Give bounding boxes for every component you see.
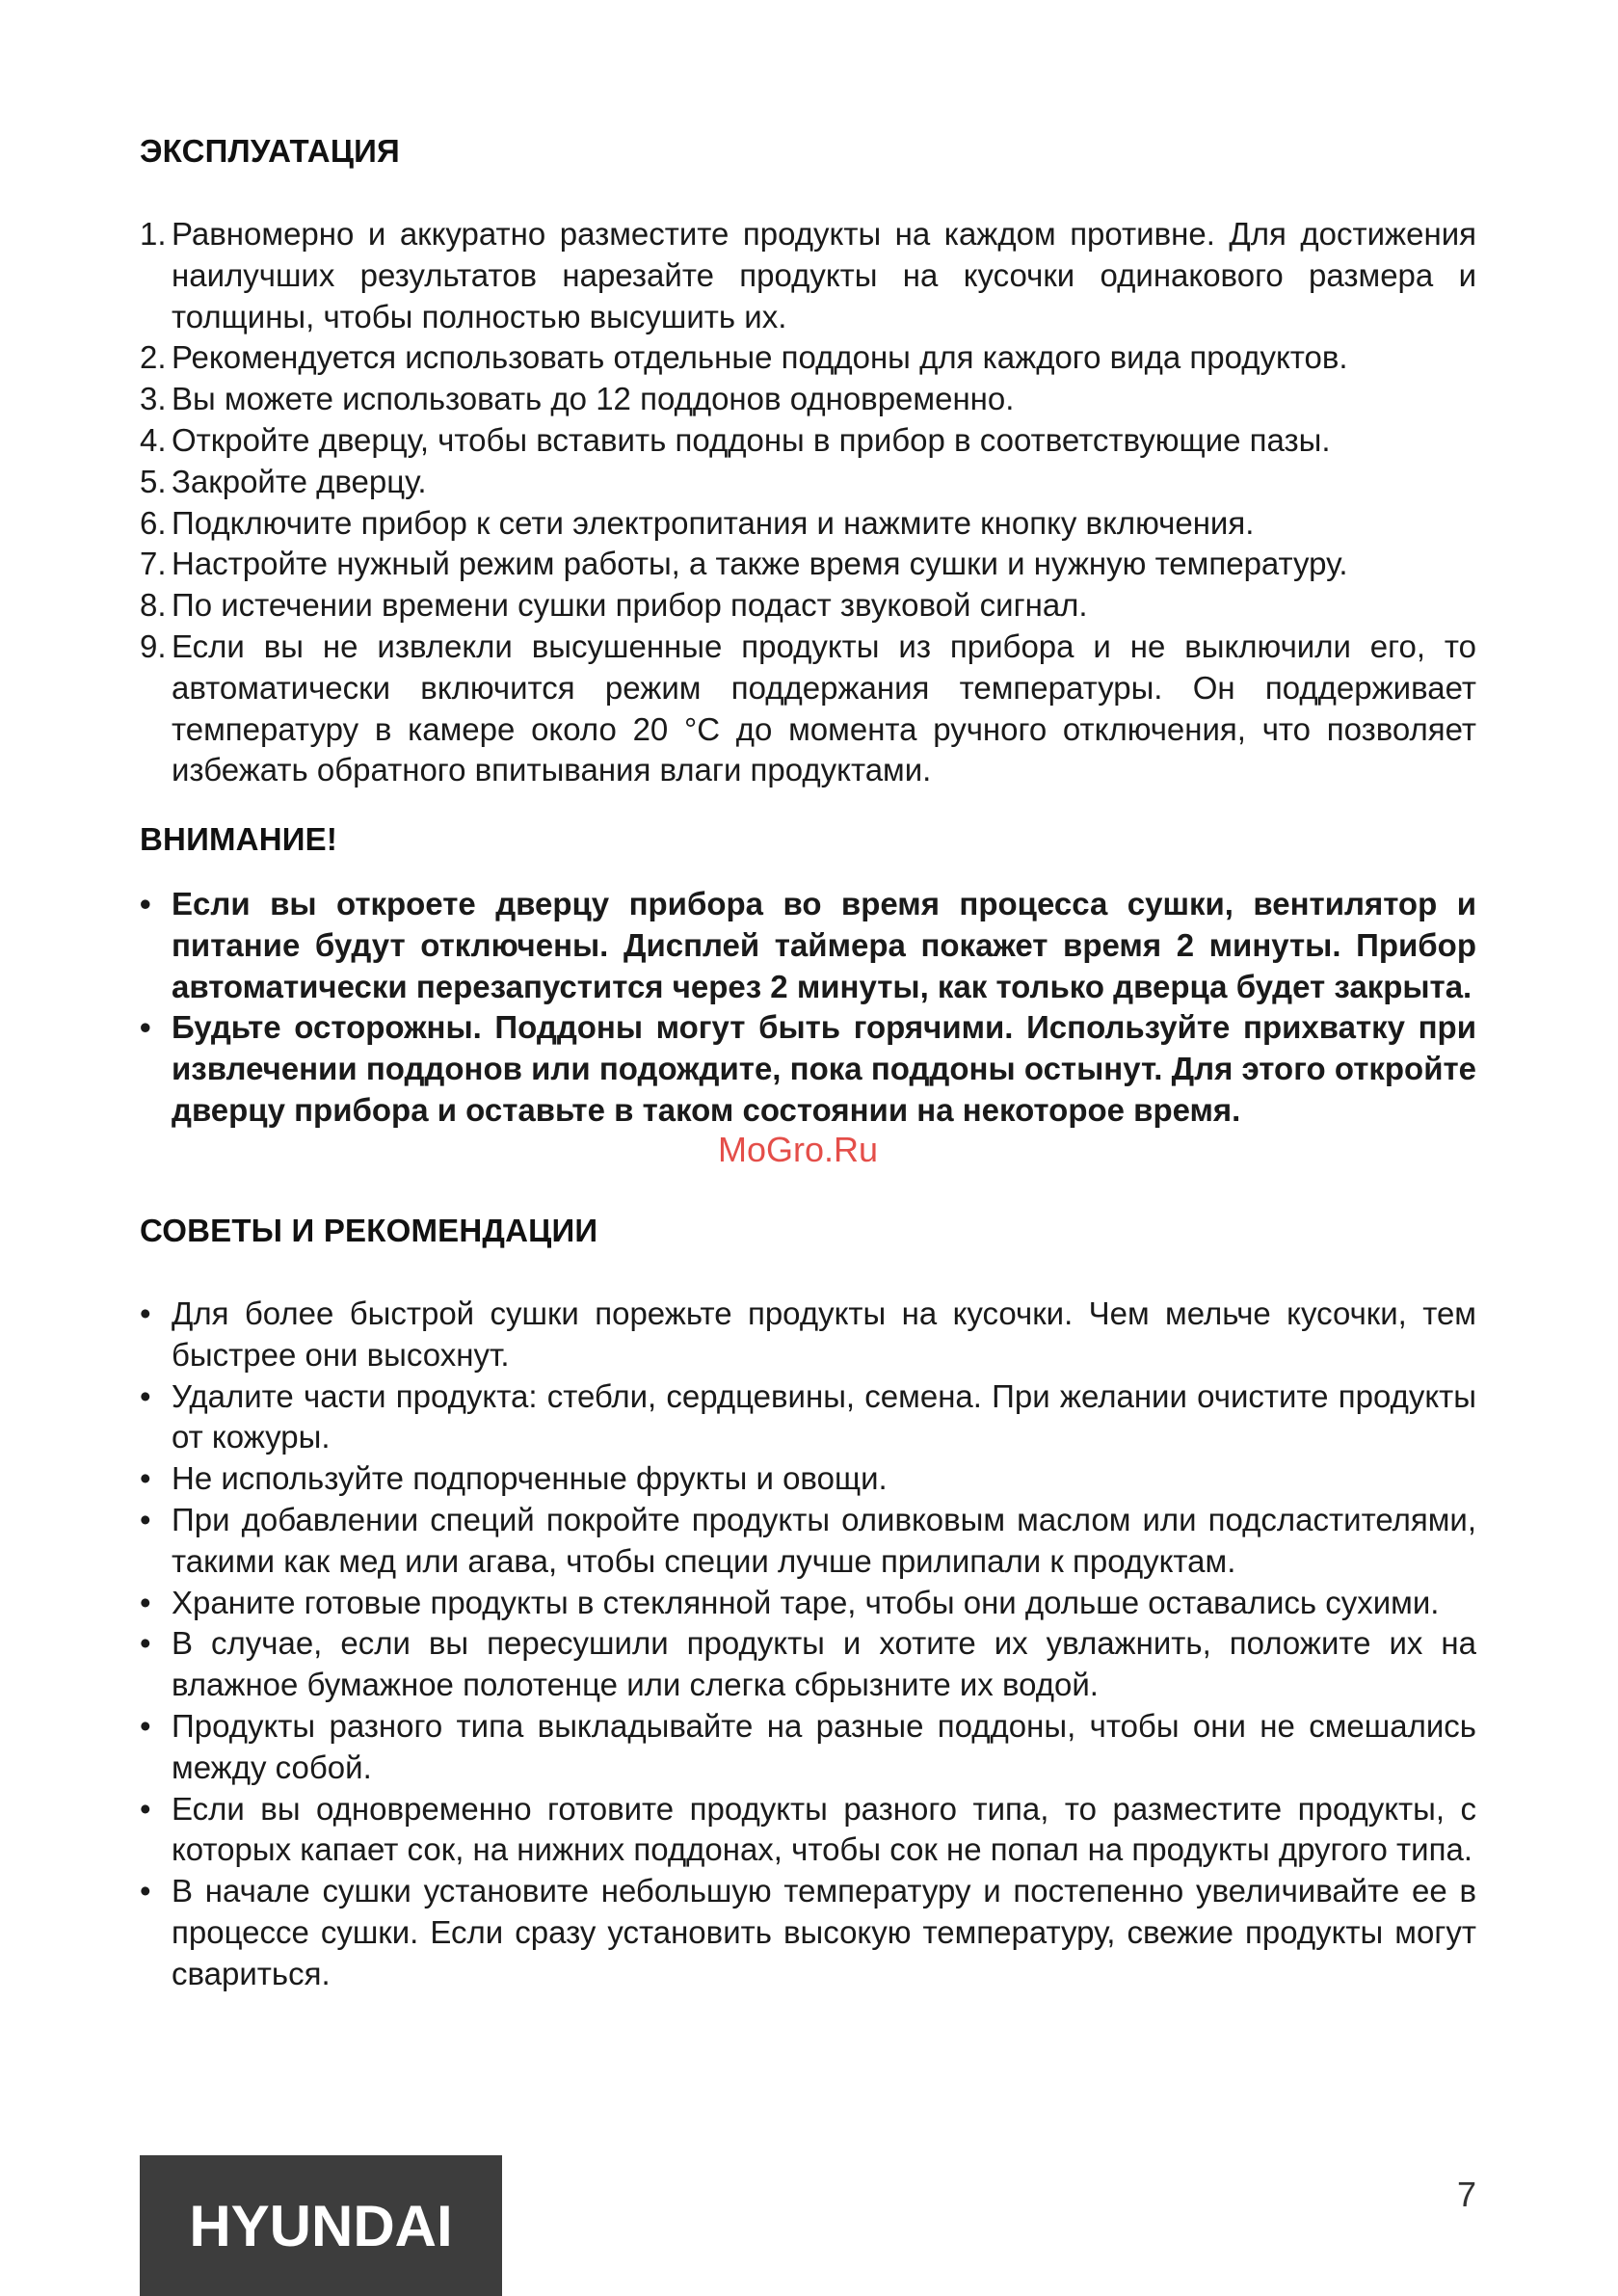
list-item-text: Если вы одновременно готовите продукты разного типа, то разместите продукты, с которых капает сок, на нижних поддонах, чтобы сок не попал на продукты другого типа. xyxy=(172,1790,1476,1868)
operation-list xyxy=(140,214,1476,791)
bullet-marker: • xyxy=(140,1584,151,1620)
list-item xyxy=(140,1789,1476,1872)
list-item xyxy=(140,1294,1476,1376)
tips-list xyxy=(140,1294,1476,1995)
bullet-marker: • xyxy=(140,1501,151,1537)
list-item xyxy=(140,544,1476,585)
bullet-marker: • xyxy=(140,1625,151,1662)
bullet-marker: • xyxy=(140,1790,151,1827)
list-item-text: Вы можете использовать до 12 поддонов одновременно. xyxy=(172,381,1015,417)
list-item-text: Для более быстрой сушки порежьте продукты на кусочки. Чем мельче кусочки, тем быстрее они высохнут. xyxy=(172,1295,1476,1373)
list-marker: 6. xyxy=(140,504,167,541)
list-item xyxy=(140,1871,1476,1994)
list-item xyxy=(140,1007,1476,1131)
section-heading-tips: СОВЕТЫ И РЕКОМЕНДАЦИИ xyxy=(140,1213,598,1248)
list-item xyxy=(140,1500,1476,1583)
list-item-text: Храните готовые продукты в стеклянной таре, чтобы они дольше оставались сухими. xyxy=(172,1584,1440,1620)
watermark: MoGro.Ru xyxy=(718,1130,879,1169)
list-item xyxy=(140,1458,1476,1500)
list-marker: 5. xyxy=(140,463,167,499)
list-item xyxy=(140,379,1476,420)
list-item-text: Закройте дверцу. xyxy=(172,463,427,499)
list-marker: 9. xyxy=(140,627,167,664)
list-item xyxy=(140,503,1476,545)
section-heading-attention: ВНИМАНИЕ! xyxy=(140,821,338,857)
bullet-marker: • xyxy=(140,1707,151,1744)
attention-list xyxy=(140,884,1476,1132)
list-item-text: Откройте дверцу, чтобы вставить поддоны в прибор в соответствующие пазы. xyxy=(172,421,1331,458)
list-item xyxy=(140,1706,1476,1789)
list-item-text: Если вы откроете дверцу прибора во время процесса сушки, вентилятор и питание будут отключены. Дисплей таймера покажет время 2 минуты. Прибор автоматически перезапустится через 2 минуты, как только дверца будет закрыта. xyxy=(172,886,1476,1004)
list-item-text: Будьте осторожны. Поддоны могут быть горячими. Используйте прихватку при извлечении поддонов или подождите, пока поддоны остынут. Для этого откройте дверцу прибора и оставьте в таком состоянии на некоторое время. xyxy=(172,1009,1476,1128)
list-item xyxy=(140,337,1476,379)
list-item-text: В случае, если вы пересушили продукты и хотите их увлажнить, положите их на влажное бумажное полотенце или слегка сбрызните их водой. xyxy=(172,1625,1476,1703)
bullet-marker: • xyxy=(140,1009,151,1046)
list-marker: 4. xyxy=(140,421,167,458)
bullet-marker: • xyxy=(140,1873,151,1909)
list-marker: 7. xyxy=(140,546,167,582)
list-item xyxy=(140,1376,1476,1459)
list-marker: 2. xyxy=(140,339,167,376)
bullet-marker: • xyxy=(140,1295,151,1331)
section-heading-operation: ЭКСПЛУАТАЦИЯ xyxy=(140,133,400,169)
list-item xyxy=(140,462,1476,503)
list-item-text: По истечении времени сушки прибор подаст звуковой сигнал. xyxy=(172,587,1088,624)
list-item xyxy=(140,627,1476,791)
brand-logo-text: HYUNDAI xyxy=(189,2193,453,2258)
bullet-marker: • xyxy=(140,886,151,921)
brand-logo xyxy=(140,2155,502,2296)
list-item-text: Равномерно и аккуратно разместите продукты на каждом противне. Для достижения наилучших результатов нарезайте продукты на кусочки одинакового размера и толщины, чтобы полностью высушить их. xyxy=(172,216,1476,334)
list-item-text: Не используйте подпорченные фрукты и овощи. xyxy=(172,1460,888,1497)
list-item xyxy=(140,1583,1476,1624)
list-item-text: Удалите части продукта: стебли, сердцевины, семена. При желании очистите продукты от кожуры. xyxy=(172,1377,1476,1455)
list-marker: 3. xyxy=(140,381,167,417)
list-item-text: Подключите прибор к сети электропитания и нажмите кнопку включения. xyxy=(172,504,1255,541)
bullet-marker: • xyxy=(140,1377,151,1414)
list-item-text: В начале сушки установите небольшую температуру и постепенно увеличивайте ее в процессе сушки. Если сразу установить высокую температуру, свежие продукты могут свариться. xyxy=(172,1873,1476,1991)
bullet-marker: • xyxy=(140,1460,151,1497)
list-item-text: Если вы не извлекли высушенные продукты из прибора и не выключили его, то автоматически включится режим поддержания температуры. Он поддерживает температуру в камере около 20 °С до момента ручного отключения, что позволяет избежать обратного впитывания влаги продуктами. xyxy=(172,627,1476,788)
list-item-text: Продукты разного типа выкладывайте на разные поддоны, чтобы они не смешались между собой. xyxy=(172,1707,1476,1785)
list-item xyxy=(140,1623,1476,1706)
list-item xyxy=(140,585,1476,627)
list-marker: 8. xyxy=(140,587,167,624)
list-item-text: Рекомендуется использовать отдельные поддоны для каждого вида продуктов. xyxy=(172,339,1348,376)
list-item-text: Настройте нужный режим работы, а также время сушки и нужную температуру. xyxy=(172,546,1348,582)
list-item xyxy=(140,884,1476,1007)
list-item xyxy=(140,420,1476,462)
list-item-text: При добавлении специй покройте продукты оливковым маслом или подсластителями, такими как мед или агава, чтобы специи лучше прилипали к продуктам. xyxy=(172,1501,1476,1579)
list-marker: 1. xyxy=(140,216,167,252)
page-number: 7 xyxy=(1457,2175,1477,2214)
list-item xyxy=(140,214,1476,337)
